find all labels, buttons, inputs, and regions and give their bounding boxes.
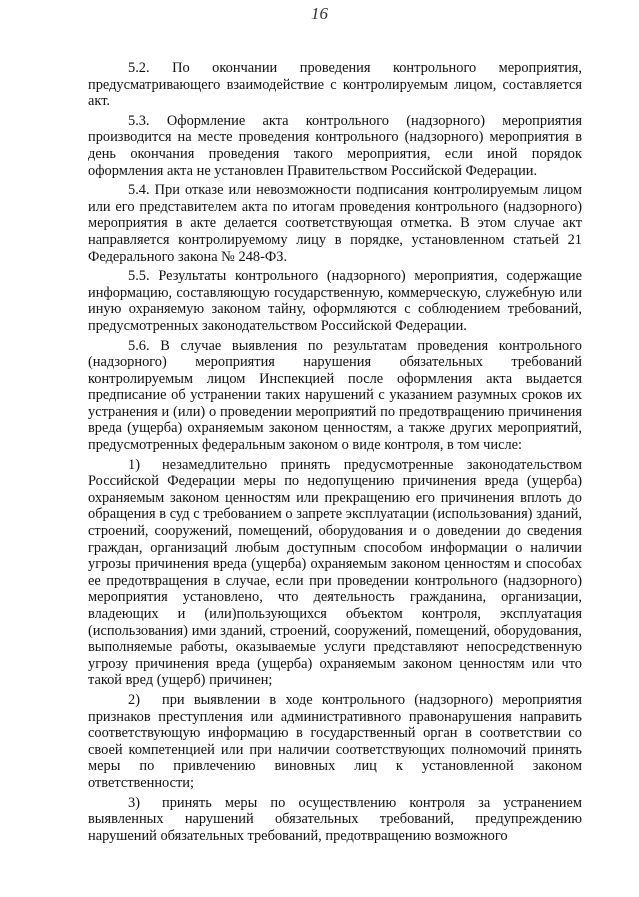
list-item-3 [88,795,582,845]
list-item-number: 1) [128,456,140,473]
paragraph-text: При отказе или невозможности подписания контролируемым лицом или его представителем акта по итогам проведения контрольного (надзорного) мероприятия в акте делается соответствующая отметка. В этом случае акт направляется контролируемому лицу в порядке, установленном статьей 21 Федерального закона № 248-ФЗ. [88,182,582,265]
paragraph-number: 5.3. [128,112,150,129]
paragraph-5-3 [88,113,582,179]
paragraph-number: 5.4. [128,182,150,199]
paragraph-number: 5.2. [128,60,150,76]
list-item-1 [88,457,582,689]
paragraph-5-6 [88,338,582,454]
paragraph-text: По окончании проведения контрольного мероприятия, предусматривающего взаимодействие с контролируемым лицом, составляется акт. [88,60,582,110]
paragraph-number: 5.5. [128,268,150,285]
paragraph-text: Оформление акта контрольного (надзорного) мероприятия производится на месте проведения контрольного (надзорного) мероприятия в день окончания проведения такого мероприятия, если иной порядок оформления акта не установлен Правительством Российской Федерации. [88,112,582,179]
list-item-2 [88,692,582,792]
page-number: 16 [311,4,328,23]
list-item-text: при выявлении в ходе контрольного (надзорного) мероприятия признаков преступления или административного правонарушения направить соответствующую информацию в государственный орган в соответствии со своей компетенцией или при наличии соответствующих полномочий принять меры по привлечению виновных лиц к установленной законом ответственности; [88,691,582,791]
list-item-number: 3) [128,794,140,811]
paragraph-text: Результаты контрольного (надзорного) мероприятия, содержащие информацию, составляющую государственную, коммерческую, служебную или иную охраняемую законом тайну, оформляются с соблюдением требований, предусмотренных законодательством Российской Федерации. [88,268,582,334]
paragraph-5-4 [88,182,582,265]
paragraph-5-2 [88,60,582,110]
document-body [88,60,582,847]
list-item-number: 2) [128,691,140,708]
list-item-text: принять меры по осуществлению контроля за устранением выявленных нарушений обязательных требований, предупреждению нарушений обязательных требований, предотвращению возможного [88,794,582,844]
paragraph-5-5 [88,268,582,334]
paragraph-number: 5.6. [128,337,150,354]
paragraph-text: В случае выявления по результатам проведения контрольного (надзорного) мероприятия нарушения обязательных требований контролируемым лицом Инспекцией после оформления акта выдается предписание об устранении таких нарушений с указанием разумных сроков их устранения и (или) о проведении мероприятий по предотвращению причинения вреда (ущерба) охраняемым законом ценностям, а также других мероприятий, предусмотренных федеральным законом о виде контроля, в том числе: [88,337,582,454]
list-item-text: незамедлительно принять предусмотренные законодательством Российской Федерации меры по недопущению причинения вреда (ущерба) охраняемым законом ценностям или прекращению его причинения вплоть до обращения в суд с требованием о запрете эксплуатации (использования) зданий, строений, сооружений, помещений, оборудования и о доведении до сведения граждан, организаций любым доступным способом информации о наличии угрозы причинения вреда (ущерба) охраняемым законом ценностям и способах ее предотвращения в случае, если при проведении контрольного (надзорного) мероприятия установлено, что деятельность гражданина, организации, владеющих и (или)пользующихся объектом контроля, эксплуатация (использования) ими зданий, строений, сооружений, помещений, оборудования, выполняемые работы, оказываемые услуги представляют непосредственную угрозу причинения вреда (ущерба) охраняемым законом ценностям или что такой вред (ущерб) причинен; [88,456,582,689]
